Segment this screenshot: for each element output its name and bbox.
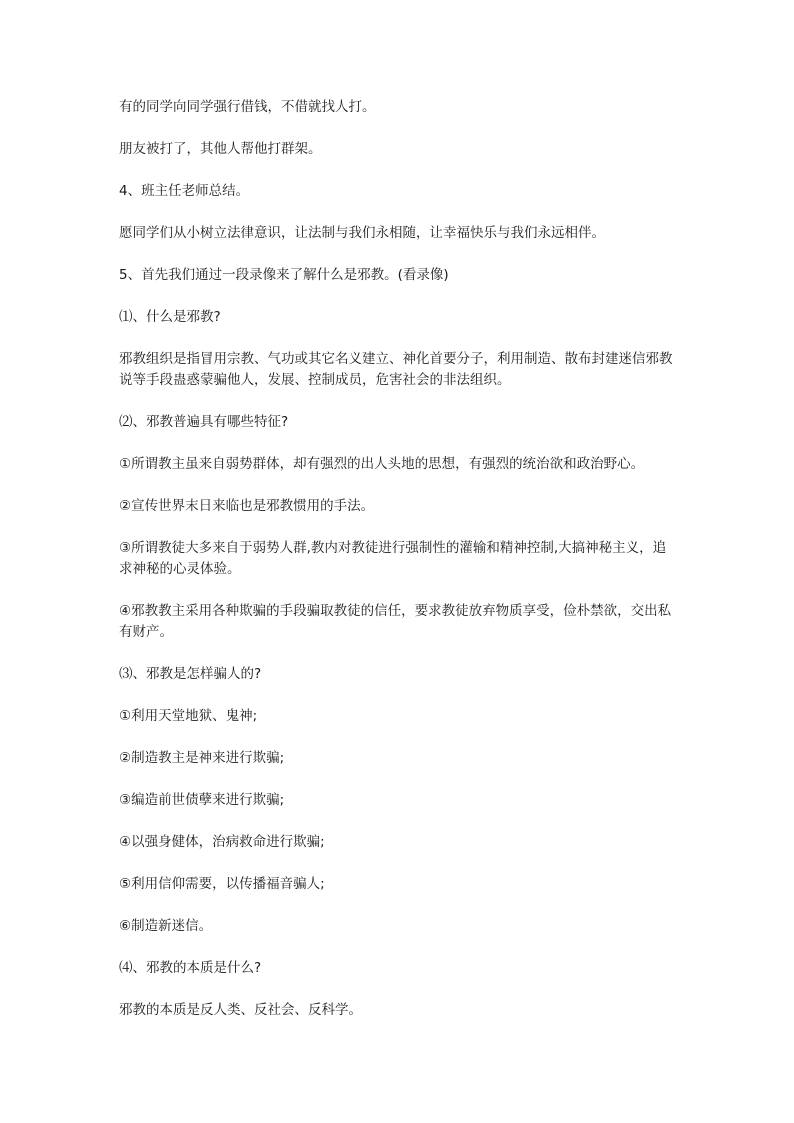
deception-item-4: ④以强身健体，治病救命进行欺骗; <box>119 834 325 850</box>
deception-item-5: ⑤利用信仰需要，以传播福音骗人; <box>119 876 325 892</box>
deception-item-3: ③编造前世债孽来进行欺骗; <box>119 792 285 808</box>
paragraph-cult-essence: 邪教的本质是反人类、反社会、反科学。 <box>119 1002 362 1018</box>
question-what-is-cult: ⑴、什么是邪教? <box>119 309 221 325</box>
paragraph-group-fight: 朋友被打了，其他人帮他打群架。 <box>119 141 322 157</box>
feature-item-2: ②宣传世界末日来临也是邪教惯用的手法。 <box>119 498 375 514</box>
deception-item-2: ②制造教主是神来进行欺骗; <box>119 750 285 766</box>
question-cult-essence: ⑷、邪教的本质是什么? <box>119 960 262 976</box>
paragraph-law-awareness: 愿同学们从小树立法律意识，让法制与我们永相随，让幸福快乐与我们永远相伴。 <box>119 225 605 241</box>
deception-item-6: ⑥制造新迷信。 <box>119 918 213 934</box>
question-how-cult-deceives: ⑶、邪教是怎样骗人的? <box>119 666 262 682</box>
question-cult-features: ⑵、邪教普遍具有哪些特征? <box>119 414 289 430</box>
deception-item-1: ①利用天堂地狱、鬼神; <box>119 708 258 724</box>
section-heading-cult-video: 5、首先我们通过一段录像来了解什么是邪教。(看录像) <box>119 267 449 283</box>
feature-item-4: ④邪教教主采用各种欺骗的手段骗取教徒的信任，要求教徒放弃物质享受，俭朴禁欲，交出私有财产。 <box>119 603 672 640</box>
paragraph-forced-borrowing: 有的同学向同学强行借钱，不借就找人打。 <box>119 99 376 115</box>
section-heading-teacher-summary: 4、班主任老师总结。 <box>119 183 250 199</box>
feature-item-1: ①所谓教主虽来自弱势群体，却有强烈的出人头地的思想，有强烈的统治欲和政治野心。 <box>119 456 645 472</box>
document-body <box>119 97 679 1042</box>
feature-item-3: ③所谓教徒大多来自于弱势人群,教内对教徒进行强制性的灌输和精神控制,大搞神秘主义，追求神秘的心灵体验。 <box>119 540 667 577</box>
paragraph-cult-definition: 邪教组织是指冒用宗教、气功或其它名义建立、神化首要分子，利用制造、散布封建迷信邪教说等手段蛊惑蒙骗他人，发展、控制成员，危害社会的非法组织。 <box>119 351 673 388</box>
